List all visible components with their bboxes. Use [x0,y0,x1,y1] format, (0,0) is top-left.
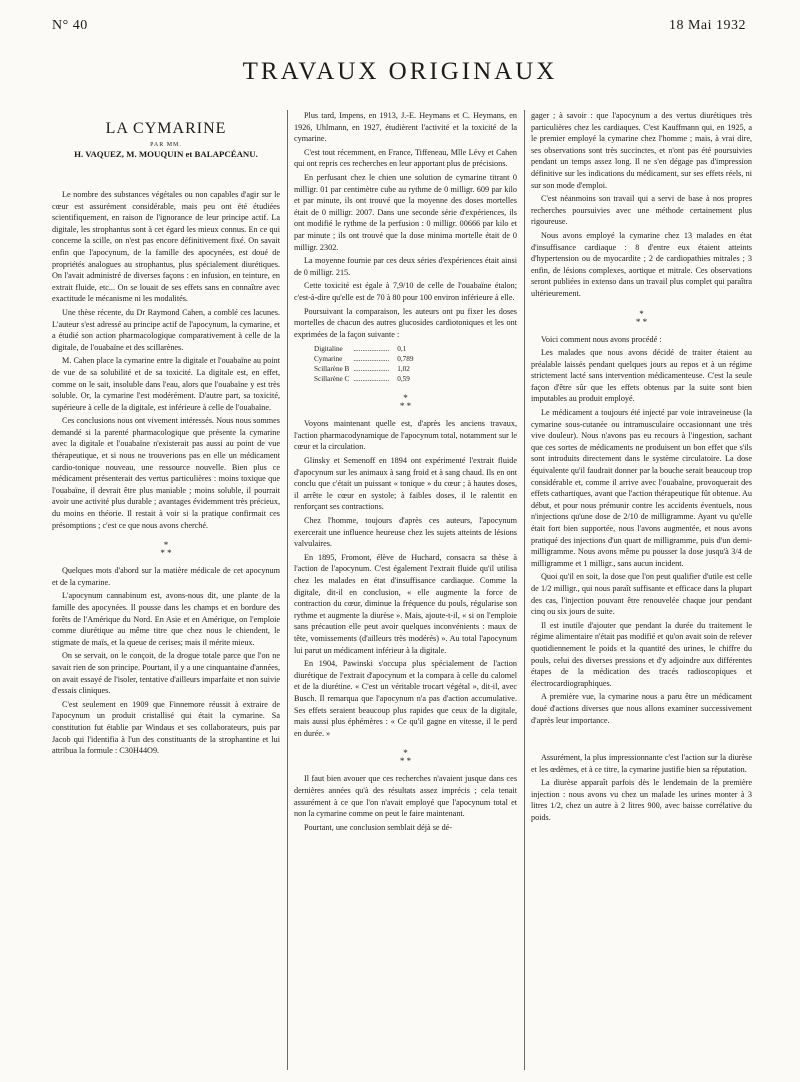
paragraph: Le médicament a toujours été injecté par voie intraveineuse (la cymarine sous-cutanée ou intramusculaire occasionnant une très vive douleur). Nous n'avons pas eu recours à l'ingestion, sachant que ces sortes de médicaments ne produisent un bon effet que s'ils sont introduits directement dans le système circulatoire. La dose équivalente qu'il faudrait donner par la bouche serait beaucoup trop considérable et, comme il arrive avec l'ouabaïne, provoquerait des effets cathartiques, avant que l'action thérapeutique fût obtenue. Au début, et pour nous prémunir contre les accidents éventuels, nous n'injections qu'une dose de 2/10 de milligramme. Ayant vu qu'elle était fort bien supportée, nous l'avons augmentée, et nous avons pratiqué des injections d'un quart de milligramme, puis d'un demi-milligramme. Nous avons même pu pousser la dose jusqu'à 3/4 de milligramme et 1 milligr., sans aucun incident. [531,408,752,568]
section-separator: * * * [160,540,172,559]
paragraph: A première vue, la cymarine nous a paru être un médicament doué d'actions diverses que nous allons examiner successivement d'après leur importance. [531,692,752,725]
table-row [312,364,415,374]
section-separator [531,736,752,744]
dose-value: 0,59 [397,375,410,384]
paragraph: Voyons maintenant quelle est, d'après les anciens travaux, l'action pharmacodynamique de l'apocynum total, notamment sur le cœur et la circulation. [294,419,517,452]
dot-leader: .................... [353,355,390,364]
paragraph: Cette toxicité est égale à 7,9/10 de celle de l'ouabaïne étalon; c'est-à-dire qu'elle est de 70 à 80 pour 100 environ inférieure à elle. [294,281,517,302]
article-authors: H. VAQUEZ, M. MOUQUIN et BALAPCÉANU. [74,149,258,159]
article-columns [52,110,752,1075]
paragraph: Glinsky et Semenoff en 1894 ont expérimenté l'extrait fluide d'apocynum sur les animaux à sang froid et à sang chaud. Ils en ont conclu que c'était un puissant « tonique » du cœur ; à hautes doses, il arrête le cœur en systole; à faibles doses, il le ralentit en renforçant ses contractions. [294,456,517,512]
paragraph: Assurément, la plus impressionnante c'est l'action sur la diurèse et les œdèmes, et à ce titre, la cymarine justifie bien sa réputation. [531,753,752,774]
dose-value: 0,789 [397,355,414,364]
paragraph: Les malades que nous avons décidé de traiter étaient au préalable laissés pendant quelques jours au repos et à un régime strictement lacté sans intervention médicamenteuse. C'est la seule façon d'être sûr que les effets obtenus par la suite sont bien imputables au produit employé. [531,348,752,404]
paragraph: Il faut bien avouer que ces recherches n'avaient jusque dans ces dernières années qu'à des résultats assez imprécis ; cela tenait assurément à ce que l'on n'avait employé que l'apocynum total et non la cymarine comme on peut le faire maintenant. [294,774,517,819]
paragraph: Plus tard, Impens, en 1913, J.-E. Heymans et C. Heymans, en 1926, Uhlmann, en 1927, étudièrent l'activité et la toxicité de la cymarine. [294,111,517,144]
column-1 [52,110,280,1075]
paragraph: Pourtant, une conclusion semblait déjà se dé- [304,822,453,832]
dot-leader: .................... [353,365,390,374]
table-row [312,344,415,354]
glucoside-name: Digitaline [314,345,343,354]
paragraph: On se servait, on le conçoit, de la drogue totale parce que l'on ne savait rien de son principe. Pourtant, il y a une cinquantaine d'années, on avait essayé de l'isoler, tentative d'ailleurs imparfaite et non suivie d'essais cliniques. [52,651,280,696]
column-rule [287,110,288,1070]
paragraph: C'est seulement en 1909 que Finnemore réussit à extraire de l'apocynum un produit cristallisé qui était la cymarine. Sa constitution fut établie par Windaus et ses collaborateurs, puis par Jacob qui l'identifia à l'un des constituants de la strophantine et lui attribua la formule : C30H44O9. [52,699,280,756]
paragraph: La diurèse apparaît parfois dès le lendemain de la première injection : nous avons vu chez un malade les urines monter à 3 litres 1/2, chez un autre à 2 litres 900, avec baisse corrélative du poids. [531,778,752,823]
paragraph: Une thèse récente, du Dr Raymond Cahen, a comblé ces lacunes. L'auteur s'est adressé au principe actif de l'apocynum, la cymarine, et a étudié son action pharmacologique comparativement à celle de la digitale, de l'ouabaïne et des scillarènes. [52,307,280,352]
paragraph: M. Cahen place la cymarine entre la digitale et l'ouabaïne au point de vue de sa solubilité et de sa toxicité. La digitale est, en effet, comme on le sait, insoluble dans l'eau, alors que l'ouabaïne y est très soluble. Or, la cymarine l'est modérément. D'autre part, sa toxicité, supérieure à celle de la digitale, est inférieure à celle de l'ouabaïne. [52,356,280,412]
paragraph: C'est néanmoins son travail qui a servi de base à nos propres recherches poursuivies avec une méthode certainement plus rigoureuse. [531,194,752,227]
paragraph: Il est inutile d'ajouter que pendant la durée du traitement le régime alimentaire n'était pas modifié et qu'on avait soin de relever quotidiennement le poids et la quantité des urines, le chiffre du pouls, celui des diverses pressions et d'y adjoindre aux différentes étapes de la médication des tracés radioscopiques et électrocardiographiques. [531,620,752,688]
issue-date: 18 Mai 1932 [668,18,746,33]
column-rule [524,110,525,1070]
paragraph: Nous avons employé la cymarine chez 13 malades en état d'insuffisance cardiaque : 8 d'entre eux étaient atteints d'hypertension ou de myocardite ; 2 de cardiopathies mitrales ; 3 enfin, de lésions complexes, aortique et mitrale. Ces observations seront publiées in extenso dans un travail plus complet qui paraîtra ultérieurement. [531,230,752,298]
dose-value: 1,02 [397,365,410,374]
paragraph: C'est tout récemment, en France, Tiffeneau, Mlle Lévy et Cahen qui ont repris ces recherches en leur apportant plus de précisions. [294,147,517,169]
section-title: TRAVAUX ORIGINAUX [242,58,558,85]
column-3 [531,110,752,1075]
paragraph: gager ; à savoir : que l'apocynum a des vertus diurétiques très particulières chez les cardiaques. C'est Kauffmann qui, en 1925, a le premier employé la cymarine chez l'homme ; mais, à vrai dire, ses observations sont très succinctes, et n'ont pas été poursuivies pendant un temps assez long. Il ne s'en dégage pas d'impression définitive sur les indications du médicament, sur ses effets réels, ni sur son mode d'emploi. [531,111,752,190]
paragraph: Quoi qu'il en soit, la dose que l'on peut qualifier d'utile est celle de 1/2 milligr., qui nous paraît suffisante et efficace dans la plupart des cas, l'injection pouvant être renouvelée chaque jour pendant cinq ou six jours de suite. [531,572,752,617]
section-separator: * * * [399,393,412,412]
glucoside-name: Scillarène B [314,365,350,374]
article-par: PAR MM. [150,142,182,148]
issue-number: N° 40 [52,18,88,33]
dot-leader: .................... [353,345,390,354]
paragraph: Poursuivant la comparaison, les auteurs ont pu fixer les doses mortelles de chacun des autres glucosides cardiotoniques et les ont exprimées de la façon suivante : [294,306,517,339]
paragraph: Le nombre des substances végétales ou non capables d'agir sur le cœur est assurément considérable, mais peu ont été étudiées scientifiquement, en raison de l'ignorance de leur principe actif. La digitale, les strophantus sont à cet égard les mieux connus. En ce qui concerne la scille, on n'est pas encore définitivement fixé. On savait enfin que l'apocynum, de la famille des apocynées, est doué de propriétés analogues au strophantus, plus spécialement diurétiques. On l'avait administré de diverses façons : en infusion, en teinture, en extrait fluide, etc... On se louait de ses effets sans en connaître avec exactitude le mécanisme ni les modalités. [52,190,280,304]
column-2 [294,110,517,1075]
glucoside-name: Scillarène C [314,375,350,384]
glucoside-name: Cymarine [314,355,343,364]
table-row [312,354,415,364]
table-row [312,374,415,384]
paragraph: L'apocynum cannabinum est, avons-nous dit, une plante de la famille des apocynées. Il pousse dans les champs et en bordure des forêts de l'Amérique du Nord. En Asie et en Amérique, on l'emploie comme diurétique au même titre que chez nous le chiendent, le stigmate de maïs, et la queue de cerises; mais il mérite mieux. [52,591,280,647]
section-separator: * * * [399,748,412,767]
paragraph: En 1904, Pawinski s'occupa plus spécialement de l'action diurétique de l'extrait d'apocynum et la compara à celle du calomel et de la diurétine. « C'est un véritable trocart végétal », dit-il, avec Busch. Il remarqua que l'apocynum n'a pas d'action accumulative. Ses effets seraient beaucoup plus rapides que ceux de la digitale, mais aussi plus éphémères : « Ce qu'il gagne en vitesse, il le perd en durée. » [294,659,517,738]
paragraph: La moyenne fournie par ces deux séries d'expériences était ainsi de 0 milligr. 215. [294,256,517,277]
paragraph: En 1895, Fromont, élève de Huchard, consacra sa thèse à l'action de l'apocynum. C'est également l'extrait fluide qu'il utilisa chez les malades en état d'insuffisance cardiaque. Comme la digitale, dit-il en conclusion, « elle augmente la force de contraction du cœur, diminue la fréquence du pouls, régularise son rythme et augmente la diurèse ». Mais, ajoute-t-il, « si on l'emploie sans précaution elle peut avoir quelques inconvénients : maux de tête, vomissements (d'ailleurs très modérés) ». Au total l'apocynum lui parut un médicament inférieur à la digitale. [294,552,517,655]
section-separator: * * * [635,308,648,327]
paragraph: Voici comment nous avons procédé : [541,334,662,344]
paragraph: Ces conclusions nous ont vivement intéressés. Nous nous sommes demandé si la parenté pharmacologique que présente la cymarine avec la digitale et l'ouabaïne n'existerait pas aussi au point de vue thérapeutique, et si nous ne trouverions pas en elle un médicament cardio-tonique nouveau, une ressource nouvelle. Bien plus ce médicament présenterait des vertus particulières : moins toxique que l'ouabaïne, il devrait être plus maniable ; moins soluble, il pourrait avoir une activité plus durable ; avantages évidemment très précieux, du moins en théorie. Il restait à voir si la pratique confirmait ces présomptions ; c'est ce que nous avons cherché. [52,416,280,530]
paragraph: Chez l'homme, toujours d'après ces auteurs, l'apocynum exercerait une influence heureuse chez les sujets atteints de lésions valvulaires. [294,516,517,549]
article-title: LA CYMARINE [105,120,227,137]
dot-leader: .................... [353,375,390,384]
paragraph: En perfusant chez le chien une solution de cymarine titrant 0 milligr. 01 par centimètre cube au rythme de 0 milligr. 609 par kilo et par minute, ils ont trouvé que la moyenne des doses mortelles était de 0 milligr. 2007. Dans une seconde série d'expériences, ils ont modifié le rythme de la perfusion : 0 milligr. 00666 par kilo et par minute ; ils ont trouvé que la dose minima mortelle était de 0 milligr. 2302. [294,172,517,252]
paragraph: Quelques mots d'abord sur la matière médicale de cet apocynum et de la cymarine. [52,566,280,587]
dose-value: 0,1 [397,345,407,354]
lethal-dose-table [312,344,415,384]
